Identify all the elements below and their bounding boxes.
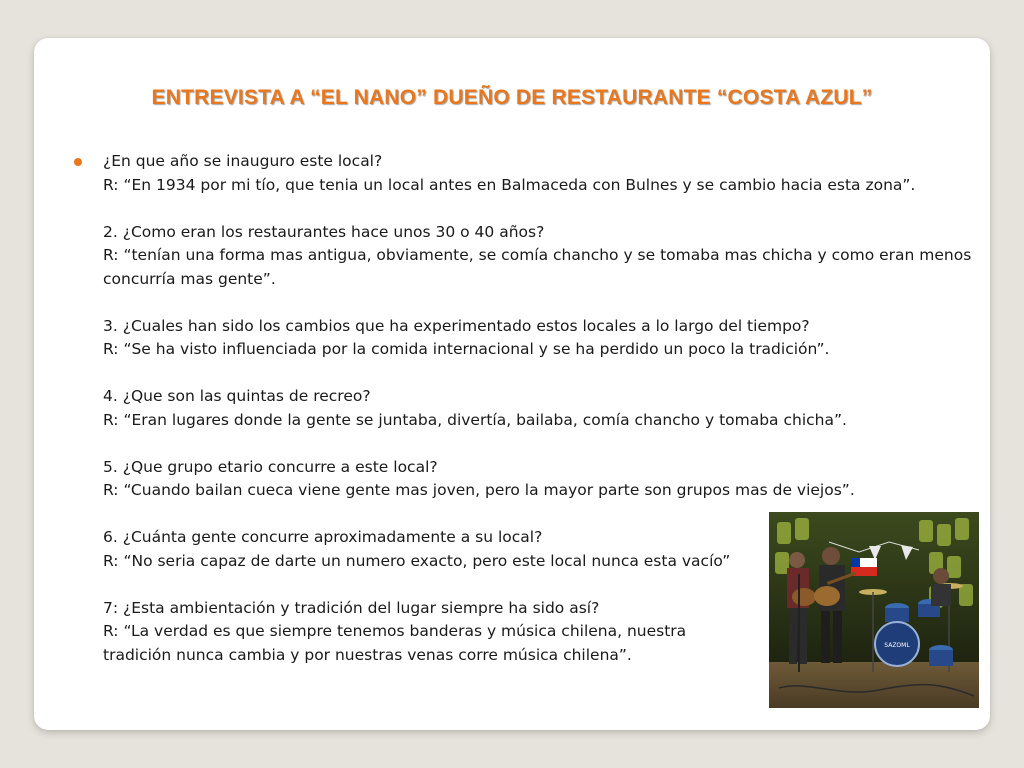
answer-4: R: “Eran lugares donde la gente se juntaba, divertía, bailaba, comía chancho y tomaba chicha”. [103, 410, 847, 429]
slide-title: ENTREVISTA A “EL NANO” DUEÑO DE RESTAURANTE “COSTA AZUL” [151, 86, 873, 109]
question-4: 4. ¿Que son las quintas de recreo? [103, 387, 371, 405]
answer-6: R: “No seria capaz de darte un numero exacto, pero este local nunca esta vacío” [103, 551, 731, 570]
answer-1: R: “En 1934 por mi tío, que tenia un local antes en Balmaceda con Bulnes y se cambio hacia esta zona”. [103, 175, 916, 194]
question-1: ¿En que año se inauguro este local? [103, 152, 383, 170]
answer-3: R: “Se ha visto influenciada por la comida internacional y se ha perdido un poco la tradición”. [103, 340, 830, 358]
qa-item-2 [103, 221, 973, 292]
drum-label: SAZOML [884, 642, 910, 649]
band-photo [769, 512, 979, 708]
qa-item-3 [103, 315, 973, 362]
bullet-icon [74, 158, 82, 166]
answer-7-line-2: tradición nunca cambia y por nuestras venas corre música chilena”. [103, 645, 632, 664]
answer-5: R: “Cuando bailan cueca viene gente mas joven, pero la mayor parte son grupos mas de viejos”. [103, 481, 855, 499]
question-3: 3. ¿Cuales han sido los cambios que ha experimentado estos locales a lo largo del tiempo? [103, 316, 810, 335]
qa-item-4 [103, 385, 973, 432]
qa-item-1 [103, 150, 973, 197]
question-7: 7: ¿Esta ambientación y tradición del lugar siempre ha sido así? [103, 598, 600, 617]
qa-item-5 [103, 456, 973, 503]
question-2: 2. ¿Como eran los restaurantes hace unos 30 o 40 años? [103, 222, 545, 241]
answer-7-line-1: R: “La verdad es que siempre tenemos banderas y música chilena, nuestra [103, 622, 687, 640]
question-6: 6. ¿Cuánta gente concurre aproximadamente a su local? [103, 528, 543, 546]
question-5: 5. ¿Que grupo etario concurre a este local? [103, 457, 438, 476]
answer-2: R: “tenían una forma mas antigua, obviamente, se comía chancho y se tomaba mas chicha y como eran menos concurría mas gente”. [103, 246, 972, 288]
